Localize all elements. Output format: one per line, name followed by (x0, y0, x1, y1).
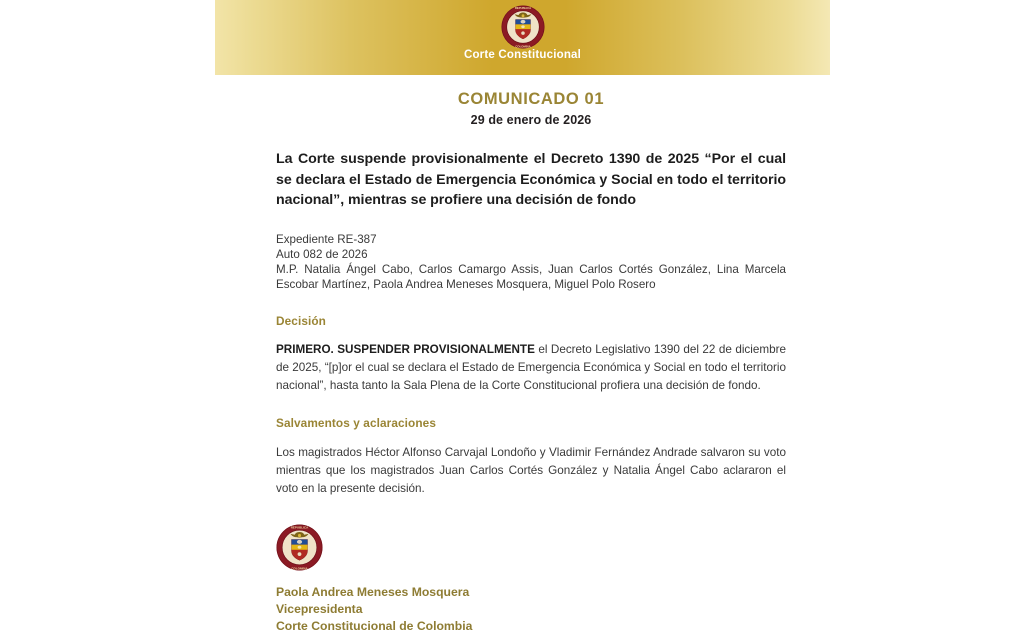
comunicado-title: COMUNICADO 01 (457, 90, 605, 108)
auto-line: Auto 082 de 2026 (276, 248, 368, 261)
header-banner (215, 0, 830, 75)
svg-text:REPUBLICA: REPUBLICA (514, 6, 531, 11)
signature-block (276, 498, 786, 634)
colombia-coat-of-arms-seal-icon (276, 524, 323, 571)
decision-body-text: el Decreto Legislativo 1390 del 22 de diciembre de 2025, “[p]or el cual se declara el Estado de Emergencia Económica y Social en todo el territorio nacional”, hasta tanto la Sala Plena de la Corte Constitucional profiera una decisión de fondo. (276, 342, 786, 393)
svg-text:COLOMBIA: COLOMBIA (514, 44, 531, 49)
signatory-role: Vicepresidenta (276, 601, 363, 616)
magistrados-ponentes-line: M.P. Natalia Ángel Cabo, Carlos Camargo Assis, Juan Carlos Cortés González, Lina Marcela Escobar Martínez, Paola Andrea Meneses Mosquera, Miguel Polo Rosero (276, 263, 786, 292)
document-body (276, 75, 786, 634)
svg-text:REPUBLICA: REPUBLICA (290, 525, 309, 530)
institution-name: Corte Constitucional (463, 49, 582, 61)
signature-text (276, 571, 786, 634)
case-metadata (276, 210, 786, 293)
headline: La Corte suspende provisionalmente el Decreto 1390 de 2025 “Por el cual se declara el Estado de Emergencia Económica y Social en todo el territorio nacional”, mientras se profiere una decisión de fondo (276, 151, 786, 208)
svg-text:COLOMBIA: COLOMBIA (291, 566, 308, 571)
signatory-institution: Corte Constitucional de Colombia (276, 618, 473, 633)
section-body-salvamentos: Los magistrados Héctor Alfonso Carvajal Londoño y Vladimir Fernández Andrade salvaron su voto mientras que los magistrados Juan Carlos Cortés González y Natalia Ángel Cabo aclararon el voto en la presente decisión. (276, 445, 786, 496)
section-body-decision (276, 328, 786, 396)
decision-lead-in: PRIMERO. SUSPENDER PROVISIONALMENTE (276, 342, 535, 356)
expediente-line: Expediente RE-387 (276, 232, 377, 246)
header-banner-content (215, 0, 830, 75)
comunicado-date: 29 de enero de 2026 (470, 112, 592, 127)
signatory-name: Paola Andrea Meneses Mosquera (276, 585, 470, 600)
section-heading-salvamentos: Salvamentos y aclaraciones (276, 416, 436, 431)
section-heading-decision: Decisión (276, 313, 326, 328)
colombia-coat-of-arms-seal-icon (501, 5, 545, 49)
